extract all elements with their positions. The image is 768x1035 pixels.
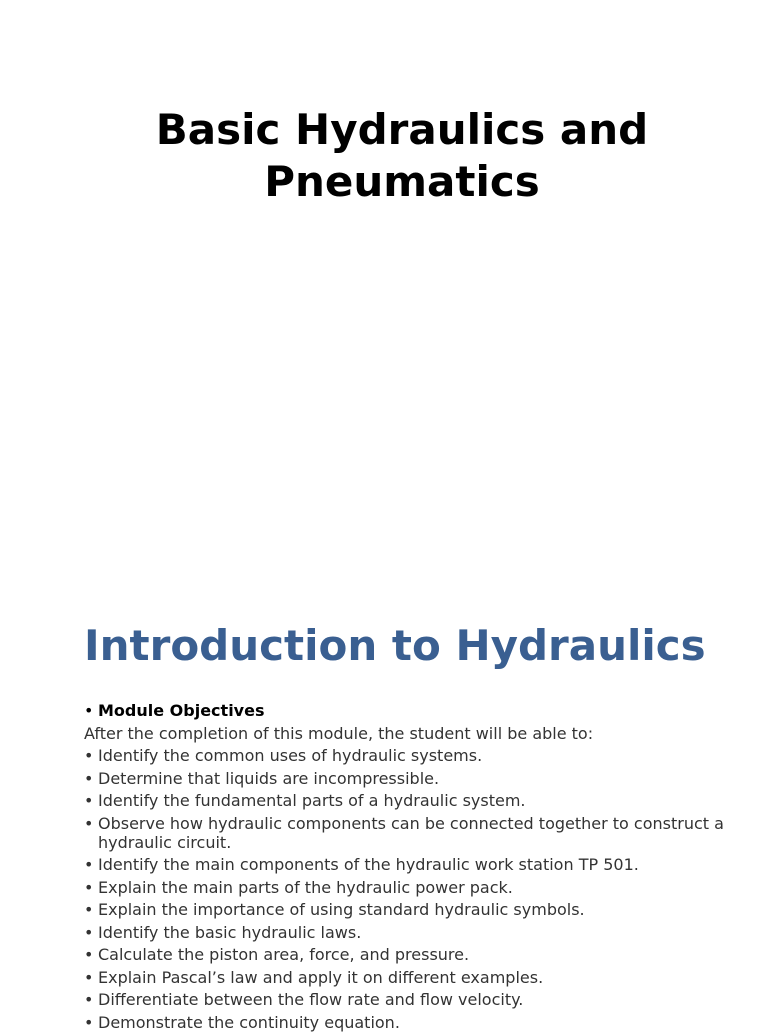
list-item-text: Calculate the piston area, force, and pressure.	[98, 945, 470, 964]
list-item	[84, 814, 724, 852]
bullet: •	[84, 746, 94, 765]
objectives-block	[84, 701, 724, 1035]
list-item-text: Identify the main components of the hydraulic work station TP 501.	[98, 855, 639, 874]
bullet: •	[84, 1012, 94, 1032]
list-item-text: Identify the basic hydraulic laws.	[98, 922, 362, 942]
bullet: •	[84, 945, 94, 964]
objectives-intro: After the completion of this module, the student will be able to:	[84, 723, 594, 743]
list-item-text: Demonstrate the continuity equation.	[98, 1012, 400, 1032]
objectives-list	[84, 746, 724, 1032]
bullet: •	[84, 967, 94, 987]
list-item	[84, 746, 724, 765]
list-item	[84, 923, 724, 942]
list-item	[84, 855, 724, 874]
list-item	[84, 900, 724, 919]
slide-title: Basic Hydraulics and Pneumatics	[155, 105, 649, 206]
objectives-heading-label: Module Objectives	[98, 701, 265, 720]
list-item	[84, 791, 724, 810]
list-item	[84, 878, 724, 897]
bullet: •	[84, 768, 94, 788]
list-item	[84, 769, 724, 788]
list-item	[84, 1013, 724, 1032]
bullet: •	[84, 900, 94, 919]
bullet: •	[84, 922, 94, 942]
list-item-text: Identify the common uses of hydraulic systems.	[98, 746, 483, 765]
list-item-text: Explain Pascal’s law and apply it on different examples.	[98, 967, 544, 987]
list-item	[84, 990, 724, 1009]
section-title: Introduction to Hydraulics	[84, 621, 706, 670]
list-item	[84, 968, 724, 987]
bullet: •	[84, 990, 94, 1009]
list-item-text: Identify the fundamental parts of a hydraulic system.	[98, 791, 526, 810]
bullet: •	[84, 791, 94, 810]
list-item-text: Explain the main parts of the hydraulic power pack.	[98, 877, 513, 897]
list-item-text: Differentiate between the flow rate and flow velocity.	[98, 990, 524, 1009]
list-item	[84, 945, 724, 964]
objectives-heading	[84, 701, 724, 720]
bullet: •	[84, 877, 94, 897]
bullet: •	[84, 701, 94, 720]
list-item-text: Observe how hydraulic components can be connected together to construct a hydraulic circuit.	[98, 813, 724, 852]
list-item-text: Determine that liquids are incompressible.	[98, 768, 440, 788]
bullet: •	[84, 855, 94, 874]
list-item-text: Explain the importance of using standard hydraulic symbols.	[98, 900, 585, 919]
bullet: •	[84, 813, 94, 833]
